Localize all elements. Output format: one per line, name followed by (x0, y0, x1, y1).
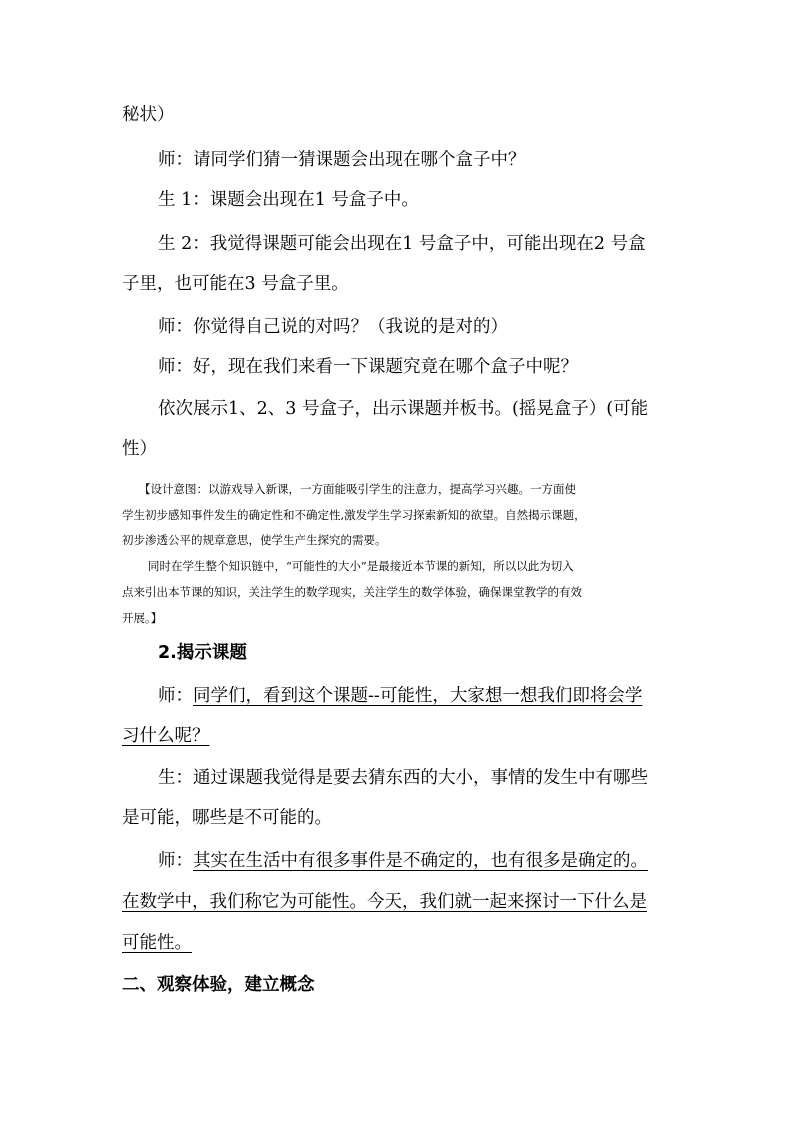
underlined-text: 可能性。 (122, 933, 192, 953)
student-line: 生：通过课题我觉得是要去猜东西的大小，事情的发生中有哪些 (158, 768, 648, 788)
note-line: 同时在学生整个知识链中，“可能性的大小”是最接近本节课的新知，所以以此为切入 (148, 559, 574, 573)
speaker-label: 师： (158, 851, 193, 871)
section-heading: 2.揭示课题 (158, 643, 247, 663)
note-line: 开展。】 (122, 611, 163, 625)
underlined-text: 在数学中，我们称它为可能性。今天，我们就一起来探讨一下什么是 (122, 892, 647, 912)
paragraph-line: 依次展示1、2、3 号盒子，出示课题并板书。(摇晃盒子）(可能 (158, 399, 649, 419)
student-line-continued: 是可能，哪些是不可能的。 (122, 808, 332, 828)
teacher-line-continued (122, 725, 210, 747)
teacher-line (158, 850, 648, 872)
teacher-line: 师：请同学们猜一猜课题会出现在哪个盒子中？ (158, 150, 526, 170)
speaker-label: 师： (158, 686, 193, 706)
part-heading: 二、观察体验，建立概念 (122, 975, 315, 995)
note-line: 【设计意图：以游戏导入新课，一方面能吸引学生的注意力，提高学习兴趣。一方面使 (139, 482, 576, 496)
student-line: 生 1：课题会出现在1 号盒子中。 (158, 190, 419, 210)
paragraph-line: 子里，也可能在3 号盒子里。 (122, 274, 349, 294)
teacher-line: 师：好，现在我们来看一下课题究竟在哪个盒子中呢？ (158, 357, 578, 377)
underlined-text: 其实在生活中有很多事件是不确定的，也有很多是确定的。 (193, 851, 648, 871)
paragraph-line: 性） (122, 439, 157, 459)
teacher-line (158, 685, 642, 707)
note-line: 初步渗透公平的规章意思，使学生产生探究的需要。 (122, 533, 387, 547)
student-line: 生 2：我觉得课题可能会出现在1 号盒子中，可能出现在2 号盒 (158, 234, 646, 254)
paragraph-line: 秘状） (122, 105, 175, 125)
underlined-text: 习什么呢？ (122, 726, 210, 746)
underlined-text: 同学们，看到这个课题--可能性，大家想一想我们即将会学 (193, 686, 643, 706)
teacher-line-continued (122, 891, 647, 913)
note-line: 点来引出本节课的知识，关注学生的数学现实，关注学生的数学体验，确保课堂教学的有效 (122, 585, 582, 599)
teacher-line: 师：你觉得自己说的对吗？（我说的是对的） (158, 317, 508, 337)
teacher-line-continued (122, 932, 192, 954)
note-line: 学生初步感知事件发生的确定性和不确定性,激发学生学习探索新知的欲望。自然揭示课题， (122, 508, 586, 522)
